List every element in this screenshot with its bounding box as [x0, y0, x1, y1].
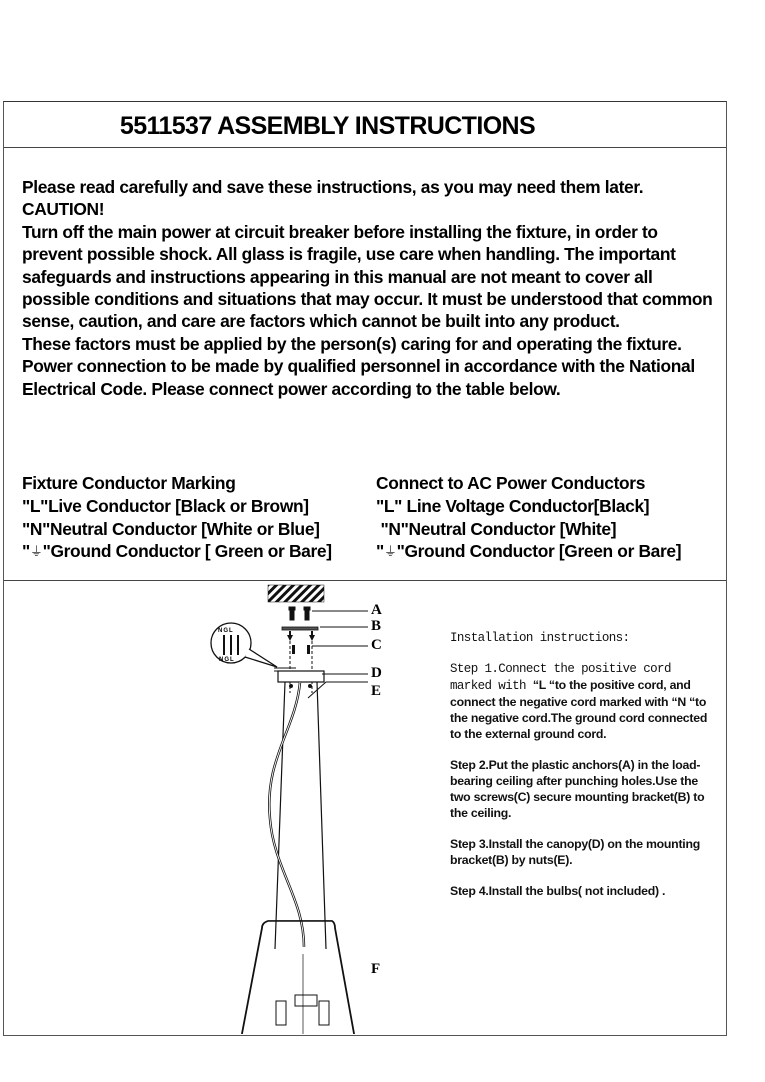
step-2: Step 2.Put the plastic anchors(A) in the load-bearing ceiling after punching holes.Use the two screws(C) secure mounting bracket(B) to the ceiling. [450, 758, 705, 820]
ground-symbol-icon: ⏚ [29, 544, 43, 560]
conductor-table [22, 472, 722, 564]
fixture-ground [22, 540, 376, 564]
label-c: C [371, 637, 382, 653]
fixture-ground-text: "Ground Conductor [ Green or Bare] [42, 541, 332, 562]
conductor-row-ground [22, 540, 722, 564]
fixture-live: "L"Live Conductor [Black or Brown] [22, 495, 309, 516]
fixture-neutral: "N"Neutral Conductor [White or Blue] [22, 518, 320, 539]
ac-ground-text: "Ground Conductor [Green or Bare] [396, 541, 682, 562]
page-title: 5511537 ASSEMBLY INSTRUCTIONS [119, 112, 536, 140]
safety-warnings [22, 176, 722, 400]
callout-top-labels: NGL [218, 628, 233, 634]
step-3: Step 3.Install the canopy(D) on the mounting bracket(B) by nuts(E). [450, 837, 700, 867]
step-4: Step 4.Install the bulbs( not included) . [450, 884, 666, 898]
label-f: F [371, 961, 381, 977]
label-leader-lines [284, 600, 374, 700]
installation-instructions [450, 630, 710, 914]
step-1 [450, 660, 710, 742]
label-d: D [371, 665, 382, 681]
conductor-table-header [22, 472, 722, 495]
label-e: E [371, 683, 382, 699]
warning-power-connection: Power connection to be made by qualified personnel in accordance with the National Electrical Code. Please connect power according to the table below. [22, 356, 695, 399]
ac-conductor-header: Connect to AC Power Conductors [376, 473, 646, 493]
ground-symbol-icon: ⏚ [383, 544, 397, 560]
document-frame [3, 101, 727, 1036]
step-1-lead: Step 1.Connect the positive cord marked with [450, 662, 671, 693]
fixture-marking-header: Fixture Conductor Marking [22, 473, 236, 493]
warning-intro: Please read carefully and save these instructions, as you may need them later. CAUTION! [22, 177, 644, 220]
wiring-callout [207, 619, 282, 674]
step-1-text: “L “to the positive cord, and connect the negative cord marked with “N “to the negative cord.The ground cord connected to the external ground cord. [450, 678, 708, 741]
power-cord [269, 682, 304, 947]
conductor-row-live [22, 495, 722, 518]
ac-live: "L" Line Voltage Conductor[Black] [376, 495, 650, 516]
quote-mark: " [22, 541, 30, 562]
quote-mark: " [376, 541, 384, 562]
callout-bottom-labels: NGL [219, 657, 234, 663]
installation-heading: Installation instructions: [450, 631, 630, 645]
label-a: A [371, 602, 382, 618]
socket-cluster [295, 995, 317, 1006]
label-b: B [371, 618, 382, 634]
title-divider [4, 147, 726, 148]
ac-neutral: "N"Neutral Conductor [White] [376, 518, 617, 539]
ac-ground [376, 540, 681, 564]
conductor-row-neutral [22, 518, 722, 541]
warning-power-off: Turn off the main power at circuit breaker before installing the fixture, in order to prevent possible shock. All glass is fragile, use care when handling. The important safeguards and instructions appearing in this manual are not meant to cover all possible conditions and situations that may occur. It must be understood that common sense, caution, and care are factors which cannot be built into any product. [22, 221, 713, 332]
warning-factors: These factors must be applied by the person(s) caring for and operating the fixture. [22, 333, 682, 354]
